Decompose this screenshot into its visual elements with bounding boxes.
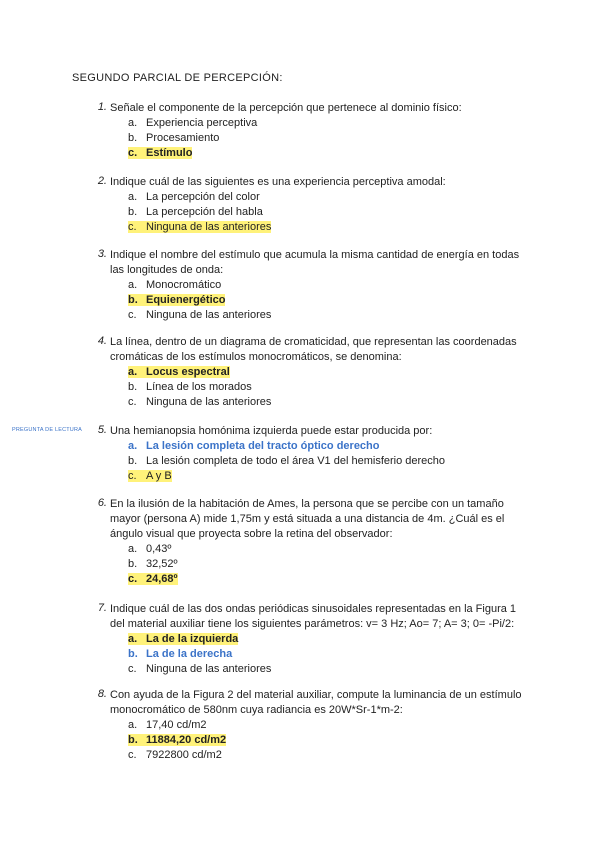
options-list	[128, 718, 530, 763]
option-a-answer: a. Locus espectral	[128, 366, 230, 378]
option-a: a. Experiencia perceptiva	[128, 117, 258, 129]
reading-question-tag: PREGUNTA DE LECTURA	[12, 427, 83, 433]
option-c-answer: c. Ninguna de las anteriores	[128, 221, 272, 233]
option-c: c. Ninguna de las anteriores	[128, 396, 272, 408]
question-4	[90, 335, 530, 410]
question-5	[90, 424, 530, 484]
question-7	[90, 602, 530, 677]
option-b: b. La percepción del habla	[128, 206, 263, 218]
question-6	[90, 497, 530, 587]
option-a-answer: a. La lesión completa del tracto óptico derecho	[128, 440, 380, 452]
options-list	[128, 190, 530, 235]
option-c: c. Ninguna de las anteriores	[128, 663, 272, 675]
option-b: b. La lesión completa de todo el área V1 del hemisferio derecho	[128, 455, 446, 467]
option-a-answer: a. La de la izquierda	[128, 633, 239, 645]
question-text: Con ayuda de la Figura 2 del material auxiliar, compute la luminancia de un estímulo monocromático de 580nm cuya radiancia es 20W*Sr-1*m-2:	[110, 689, 522, 716]
option-c: c. 7922800 cd/m2	[128, 749, 222, 761]
question-2	[90, 175, 530, 235]
option-b: b. Procesamiento	[128, 132, 220, 144]
question-number: 3.	[97, 248, 107, 260]
option-a: a. 0,43º	[128, 543, 172, 555]
question-number: 6.	[97, 497, 107, 509]
question-text: Señale el componente de la percepción que pertenece al dominio físico:	[110, 102, 462, 114]
option-b: b. Línea de los morados	[128, 381, 252, 393]
option-c-answer: c. 24,68º	[128, 573, 178, 585]
page-title: SEGUNDO PARCIAL DE PERCEPCIÓN:	[72, 72, 283, 84]
option-b-answer: b. Equienergético	[128, 294, 226, 306]
option-b: b. 32,52º	[128, 558, 178, 570]
option-a: a. 17,40 cd/m2	[128, 719, 207, 731]
option-c-answer: c. A y B	[128, 470, 172, 482]
question-text: Una hemianopsia homónima izquierda puede estar producida por:	[110, 425, 433, 437]
question-1	[90, 101, 530, 161]
option-c-answer: c. Estímulo	[128, 147, 193, 159]
question-text: En la ilusión de la habitación de Ames, la persona que se percibe con un tamaño mayor (persona A) mide 1,75m y está situada a una distancia de 4m. ¿Cuál es el ángulo visual que proyecta sobre la retina del observador:	[110, 498, 505, 540]
options-list	[128, 542, 530, 587]
question-number: 8.	[97, 688, 107, 700]
question-text: Indique cuál de las dos ondas periódicas sinusoidales representadas en la Figura 1 del material auxiliar tiene los siguientes parámetros: v= 3 Hz; Ao= 7; A= 3; 0= -Pi/2:	[110, 603, 517, 630]
options-list	[128, 439, 530, 484]
option-a: a. La percepción del color	[128, 191, 260, 203]
question-number: 7.	[97, 602, 107, 614]
options-list	[128, 278, 530, 323]
question-text: Indique el nombre del estímulo que acumula la misma cantidad de energía en todas las longitudes de onda:	[110, 249, 520, 276]
options-list	[128, 116, 530, 161]
question-number: 2.	[97, 175, 107, 187]
options-list	[128, 632, 530, 677]
question-number: 5.	[97, 424, 107, 436]
question-3	[90, 248, 530, 323]
option-a: a. Monocromático	[128, 279, 222, 291]
question-text: La línea, dentro de un diagrama de cromaticidad, que representan las coordenadas cromáticas de los estímulos monocromáticos, se denomina:	[110, 336, 517, 363]
options-list	[128, 365, 530, 410]
question-number: 4.	[97, 335, 107, 347]
question-text: Indique cuál de las siguientes es una experiencia perceptiva amodal:	[110, 176, 446, 188]
option-c: c. Ninguna de las anteriores	[128, 309, 272, 321]
option-b-answer: b. La de la derecha	[128, 648, 233, 660]
question-8	[90, 688, 530, 763]
option-b-answer: b. 11884,20 cd/m2	[128, 734, 227, 746]
question-number: 1.	[97, 101, 107, 113]
